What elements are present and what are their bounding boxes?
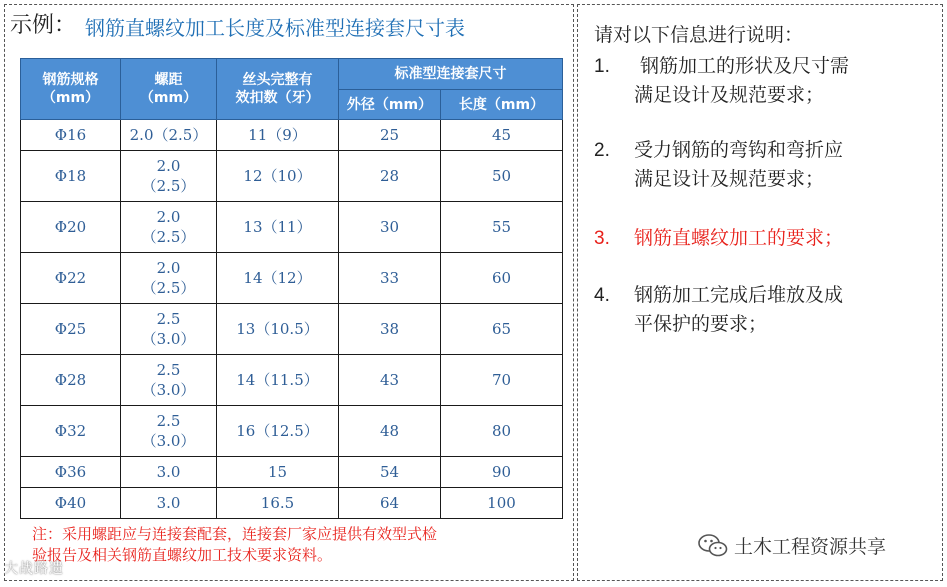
header-spec-line1: 钢筋规格: [42, 72, 99, 88]
header-pitch-line2: （mm）: [139, 90, 198, 106]
table-row: [21, 488, 563, 519]
header-sleeve-group: 标准型连接套尺寸: [339, 59, 563, 90]
cell-pitch-line1: 3.0: [156, 463, 181, 481]
header-outer-diameter: 外径（mm）: [339, 90, 441, 120]
item-number: 1.: [594, 56, 610, 77]
cell-threads: 16（12.5）: [217, 406, 339, 457]
item-number: 3.: [594, 228, 610, 249]
cell-pitch: [121, 488, 217, 519]
cell-pitch-line2: （3.0）: [141, 432, 196, 450]
cell-threads: 13（10.5）: [217, 304, 339, 355]
cell-pitch: [121, 355, 217, 406]
cell-spec: Φ25: [21, 304, 121, 355]
cell-pitch: [121, 304, 217, 355]
cell-outer: 43: [339, 355, 441, 406]
cell-spec: Φ20: [21, 202, 121, 253]
item-text-line1: 钢筋加工完成后堆放及成: [634, 284, 844, 306]
cell-pitch: [121, 202, 217, 253]
example-label: 示例：: [10, 13, 77, 38]
cell-length: 80: [441, 406, 563, 457]
cell-threads: 11（9）: [217, 120, 339, 151]
header-threads-line1: 丝头完整有: [242, 72, 313, 88]
cell-pitch-line1: 2.5: [156, 412, 181, 430]
table-row: [21, 202, 563, 253]
cell-length: 100: [441, 488, 563, 519]
cell-pitch-line1: 2.0: [156, 157, 181, 175]
table-row: [21, 253, 563, 304]
cell-threads: 12（10）: [217, 151, 339, 202]
cell-pitch-line1: 2.5: [156, 310, 181, 328]
list-item-active: [594, 224, 924, 253]
item-text-line2: 满足设计及规范要求；: [634, 168, 825, 190]
cell-pitch-line2: （2.5）: [141, 279, 196, 297]
table-row: [21, 151, 563, 202]
header-threads: [217, 59, 339, 120]
spec-table: [20, 58, 563, 519]
header-length: 长度（mm）: [441, 90, 563, 120]
cell-outer: 33: [339, 253, 441, 304]
cell-outer: 28: [339, 151, 441, 202]
table-row: [21, 304, 563, 355]
table-row: [21, 120, 563, 151]
cell-pitch-line1: 2.0: [156, 259, 181, 277]
item-text-line2: 平保护的要求；: [634, 313, 768, 335]
table-title: 钢筋直螺纹加工长度及标准型连接套尺寸表: [85, 16, 465, 40]
item-text-line1: 钢筋加工的形状及尺寸需: [634, 55, 850, 77]
item-number: 4.: [594, 285, 610, 306]
cell-spec: Φ28: [21, 355, 121, 406]
header-pitch: [121, 59, 217, 120]
cell-pitch-line1: 3.0: [156, 494, 181, 512]
cell-spec: Φ32: [21, 406, 121, 457]
table-note: [32, 524, 562, 566]
cell-spec: Φ22: [21, 253, 121, 304]
cell-threads: 14（12）: [217, 253, 339, 304]
item-text-line2: 满足设计及规范要求；: [634, 84, 825, 106]
cell-spec: Φ16: [21, 120, 121, 151]
header-spec: [21, 59, 121, 120]
wechat-account-name: 土木工程资源共享: [734, 536, 887, 558]
cell-pitch-line2: （2.5）: [141, 228, 196, 246]
cell-length: 45: [441, 120, 563, 151]
table-row: [21, 457, 563, 488]
table-row: [21, 406, 563, 457]
cell-spec: Φ40: [21, 488, 121, 519]
cell-pitch: [121, 253, 217, 304]
cell-outer: 48: [339, 406, 441, 457]
cell-outer: 30: [339, 202, 441, 253]
cell-threads: 15: [217, 457, 339, 488]
cell-outer: 38: [339, 304, 441, 355]
cell-length: 65: [441, 304, 563, 355]
cell-pitch-line2: （2.5）: [141, 177, 196, 195]
cell-pitch: [121, 457, 217, 488]
item-text-line1: 受力钢筋的弯钩和弯折应: [634, 139, 844, 161]
wechat-watermark: [698, 532, 886, 559]
table-row: [21, 355, 563, 406]
cell-length: 70: [441, 355, 563, 406]
cell-spec: Φ18: [21, 151, 121, 202]
cell-spec: Φ36: [21, 457, 121, 488]
cell-pitch-line1: 2.0: [156, 208, 181, 226]
cell-threads: 13（11）: [217, 202, 339, 253]
wechat-icon: [698, 533, 728, 559]
cell-pitch: [121, 120, 217, 151]
list-item: [594, 281, 924, 339]
note-line2: 验报告及相关钢筋直螺纹加工技术要求资料。: [32, 546, 333, 564]
cell-length: 90: [441, 457, 563, 488]
item-text-line1: 钢筋直螺纹加工的要求；: [634, 227, 844, 249]
cell-pitch-line2: （3.0）: [141, 330, 196, 348]
list-item: [594, 136, 924, 194]
cell-pitch: [121, 151, 217, 202]
cell-threads: 14（11.5）: [217, 355, 339, 406]
cell-pitch-line2: （3.0）: [141, 381, 196, 399]
cell-outer: 54: [339, 457, 441, 488]
intro-text: 请对以下信息进行说明：: [594, 24, 804, 46]
cell-pitch-line1: 2.0（2.5）: [129, 126, 208, 144]
cell-length: 50: [441, 151, 563, 202]
item-number: 2.: [594, 140, 610, 161]
list-item: [594, 52, 924, 110]
cell-length: 60: [441, 253, 563, 304]
watermark-text: 大战路遗: [4, 561, 64, 577]
cell-pitch: [121, 406, 217, 457]
header-threads-line2: 效扣数（牙）: [235, 90, 320, 106]
note-line1: 注：采用螺距应与连接套配套，连接套厂家应提供有效型式检: [32, 525, 438, 543]
cell-pitch-line1: 2.5: [156, 361, 181, 379]
cell-length: 55: [441, 202, 563, 253]
header-spec-line2: （mm）: [41, 90, 100, 106]
cell-outer: 64: [339, 488, 441, 519]
cell-threads: 16.5: [217, 488, 339, 519]
header-pitch-line1: 螺距: [154, 72, 183, 88]
cell-outer: 25: [339, 120, 441, 151]
